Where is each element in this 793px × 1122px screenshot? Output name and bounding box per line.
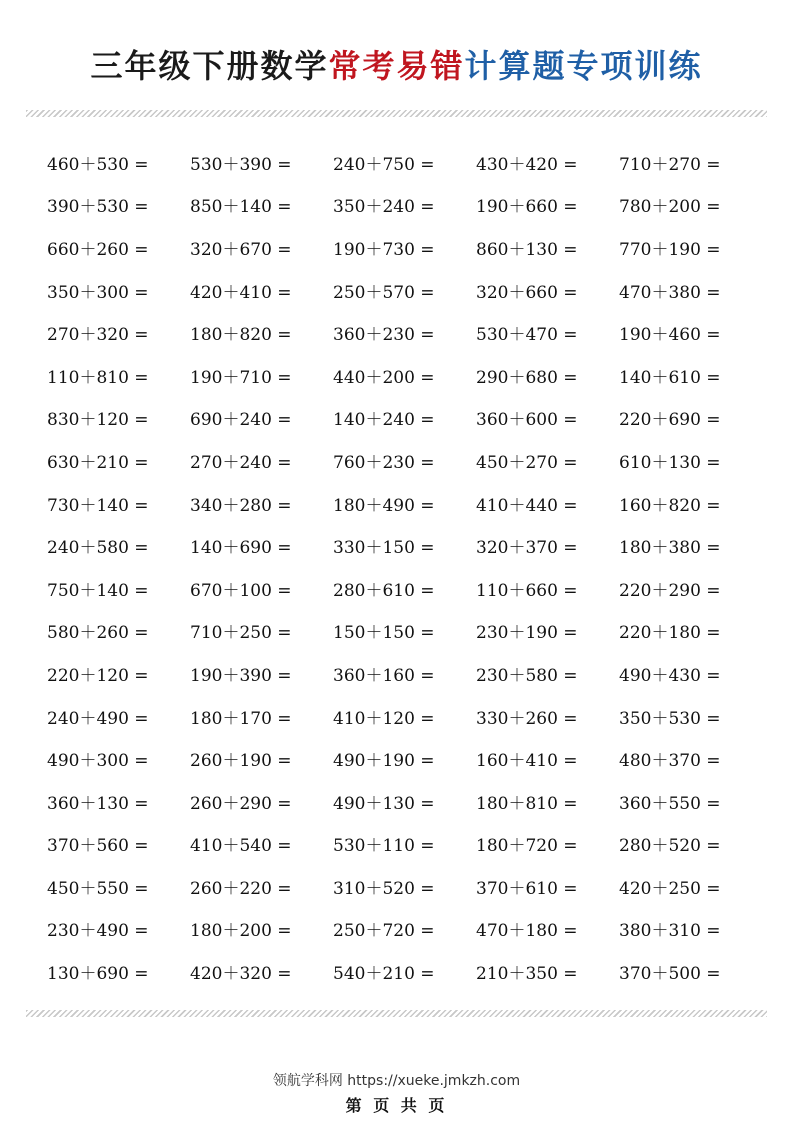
problem-item: 190＋730 = [333,239,435,260]
problem-item: 450＋270 = [476,452,578,473]
problem-item: 480＋370 = [619,751,721,772]
problem-item: 260＋220 = [190,878,292,899]
problem-item: 710＋270 = [619,154,721,175]
problem-item: 580＋260 = [47,623,149,644]
problem-item: 240＋490 = [47,708,149,729]
problem-item: 360＋600 = [476,410,578,431]
problem-item: 360＋160 = [333,665,435,686]
problem-row [47,950,767,993]
problem-item: 190＋460 = [619,325,721,346]
problem-item: 350＋530 = [619,708,721,729]
problem-item: 470＋380 = [619,282,721,303]
problem-row [47,737,767,780]
problem-item: 140＋240 = [333,410,435,431]
problem-item: 180＋720 = [476,836,578,857]
problem-item: 450＋550 = [47,878,149,899]
problem-item: 420＋250 = [619,878,721,899]
problem-item: 230＋580 = [476,665,578,686]
page-title [0,40,793,92]
problem-item: 490＋300 = [47,751,149,772]
problem-item: 530＋110 = [333,836,435,857]
problem-item: 310＋520 = [333,878,435,899]
problem-item: 710＋250 = [190,623,292,644]
problem-row [47,141,767,184]
problem-item: 180＋810 = [476,793,578,814]
problem-item: 490＋130 = [333,793,435,814]
problem-item: 150＋150 = [333,623,435,644]
problem-item: 770＋190 = [619,239,721,260]
problem-row [47,823,767,866]
problem-item: 190＋390 = [190,665,292,686]
problem-row [47,567,767,610]
problem-item: 470＋180 = [476,921,578,942]
problem-grid [47,141,767,993]
problem-row [47,226,767,269]
problem-item: 370＋560 = [47,836,149,857]
problem-item: 240＋580 = [47,538,149,559]
problem-item: 160＋820 = [619,495,721,516]
bottom-divider [26,1010,767,1017]
problem-item: 410＋120 = [333,708,435,729]
problem-item: 460＋530 = [47,154,149,175]
problem-item: 160＋410 = [476,751,578,772]
problem-item: 540＋210 = [333,964,435,985]
problem-item: 190＋660 = [476,197,578,218]
problem-item: 530＋470 = [476,325,578,346]
problem-item: 210＋350 = [476,964,578,985]
footer-page-number: 第 页 共 页 [345,1096,448,1115]
problem-item: 320＋370 = [476,538,578,559]
problem-item: 360＋130 = [47,793,149,814]
problem-row [47,184,767,227]
problem-item: 260＋290 = [190,793,292,814]
problem-item: 370＋500 = [619,964,721,985]
problem-item: 110＋810 = [47,367,149,388]
problem-item: 420＋320 = [190,964,292,985]
problem-item: 410＋540 = [190,836,292,857]
problem-item: 370＋610 = [476,878,578,899]
problem-row [47,652,767,695]
problem-item: 220＋690 = [619,410,721,431]
problem-item: 830＋120 = [47,410,149,431]
problem-item: 250＋570 = [333,282,435,303]
title-part-grade: 三年级下册数学 [90,47,329,85]
problem-item: 260＋190 = [190,751,292,772]
problem-row [47,397,767,440]
problem-row [47,482,767,525]
problem-item: 750＋140 = [47,580,149,601]
problem-item: 630＋210 = [47,452,149,473]
problem-item: 610＋130 = [619,452,721,473]
problem-row [47,865,767,908]
problem-row [47,695,767,738]
problem-item: 180＋820 = [190,325,292,346]
problem-item: 180＋380 = [619,538,721,559]
problem-item: 490＋430 = [619,665,721,686]
problem-item: 360＋230 = [333,325,435,346]
problem-item: 180＋170 = [190,708,292,729]
problem-item: 230＋190 = [476,623,578,644]
problem-item: 270＋240 = [190,452,292,473]
problem-item: 130＋690 = [47,964,149,985]
problem-row [47,311,767,354]
problem-item: 530＋390 = [190,154,292,175]
problem-item: 220＋180 = [619,623,721,644]
problem-item: 320＋670 = [190,239,292,260]
footer-site: 领航学科网 https://xueke.jmkzh.com [272,1073,521,1089]
problem-item: 490＋190 = [333,751,435,772]
problem-item: 660＋260 = [47,239,149,260]
problem-item: 440＋200 = [333,367,435,388]
problem-item: 850＋140 = [190,197,292,218]
problem-item: 330＋150 = [333,538,435,559]
problem-item: 180＋490 = [333,495,435,516]
title-part-highlight: 常考易错 [328,47,465,85]
problem-item: 330＋260 = [476,708,578,729]
title-part-topic: 计算题专项训练 [464,47,703,85]
problem-row [47,524,767,567]
problem-item: 140＋610 = [619,367,721,388]
problem-item: 350＋300 = [47,282,149,303]
problem-item: 230＋490 = [47,921,149,942]
problem-item: 340＋280 = [190,495,292,516]
problem-item: 140＋690 = [190,538,292,559]
problem-item: 380＋310 = [619,921,721,942]
problem-row [47,780,767,823]
problem-item: 760＋230 = [333,452,435,473]
problem-item: 290＋680 = [476,367,578,388]
problem-item: 180＋200 = [190,921,292,942]
problem-item: 110＋660 = [476,580,578,601]
problem-item: 360＋550 = [619,793,721,814]
problem-item: 270＋320 = [47,325,149,346]
problem-item: 350＋240 = [333,197,435,218]
problem-item: 280＋520 = [619,836,721,857]
problem-row [47,354,767,397]
problem-item: 730＋140 = [47,495,149,516]
problem-item: 430＋420 = [476,154,578,175]
problem-item: 410＋440 = [476,495,578,516]
problem-row [47,908,767,951]
problem-item: 220＋120 = [47,665,149,686]
problem-item: 420＋410 = [190,282,292,303]
problem-row [47,269,767,312]
problem-row [47,610,767,653]
problem-item: 240＋750 = [333,154,435,175]
problem-item: 280＋610 = [333,580,435,601]
problem-item: 780＋200 = [619,197,721,218]
problem-item: 250＋720 = [333,921,435,942]
problem-item: 670＋100 = [190,580,292,601]
problem-row [47,439,767,482]
problem-item: 220＋290 = [619,580,721,601]
problem-item: 690＋240 = [190,410,292,431]
problem-item: 320＋660 = [476,282,578,303]
problem-item: 860＋130 = [476,239,578,260]
problem-item: 190＋710 = [190,367,292,388]
problem-item: 390＋530 = [47,197,149,218]
top-divider [26,110,767,117]
